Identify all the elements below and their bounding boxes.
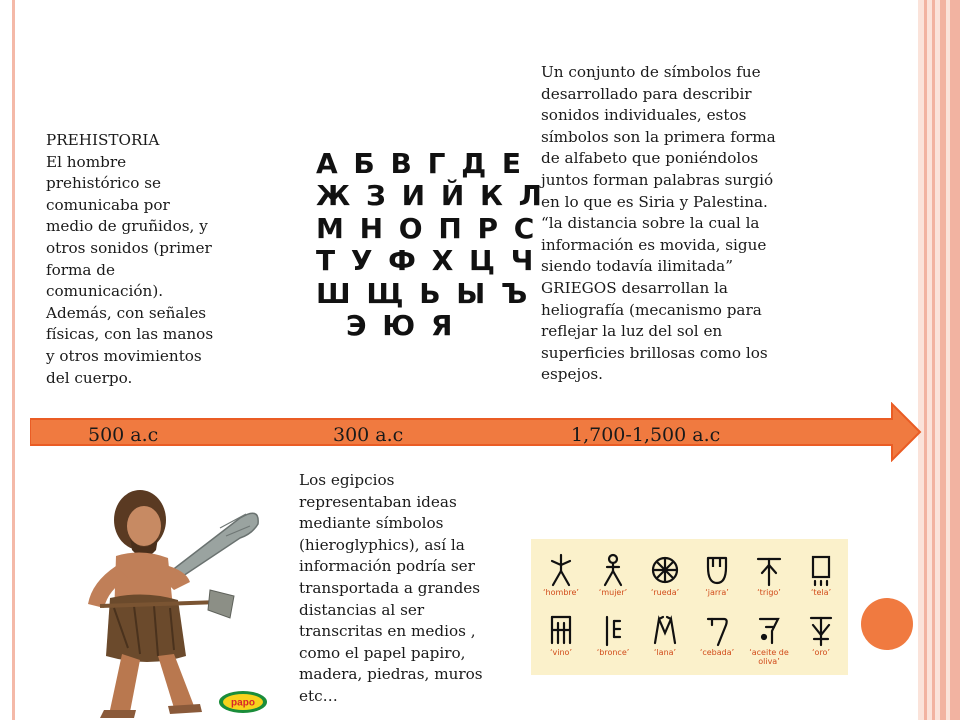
egypt-line: transcritas en medios , xyxy=(299,622,476,641)
symbol-label: ‘vino’ xyxy=(549,648,572,657)
trigo-symbol-icon xyxy=(754,553,784,587)
prehistory-line: del cuerpo. xyxy=(46,368,133,387)
era-label: 500 a.c xyxy=(88,424,159,446)
prehistory-line: físicas, con las manos xyxy=(46,325,214,344)
cyrillic-row: А Б В Г Д Е xyxy=(316,147,524,180)
cyrillic-alphabet-image xyxy=(316,147,545,343)
symbol-cell xyxy=(639,553,691,597)
jarra-symbol-icon xyxy=(702,553,732,587)
symbol-label: ‘aceite de oliva’ xyxy=(749,648,789,666)
egypt-text xyxy=(299,470,513,708)
prehistory-line: prehistórico se xyxy=(46,174,162,193)
symbol-label: ‘oro’ xyxy=(812,648,830,657)
symbol-label: ‘trigo’ xyxy=(757,588,781,597)
egypt-line: (hieroglyphics), así la xyxy=(299,535,465,554)
cyrillic-row: Ж З И Й К Л xyxy=(316,179,545,213)
oro-symbol-icon xyxy=(806,613,836,647)
cyrillic-row: Ш Щ Ь Ы Ъ xyxy=(316,276,531,310)
egypt-line: transportada a grandes xyxy=(299,578,481,597)
prehistory-line: comunicación). xyxy=(46,282,164,301)
alphabet-line: de alfabeto que poniéndolos xyxy=(541,149,759,168)
cyrillic-row: Т У Ф Х Ц Ч xyxy=(316,244,537,278)
symbol-label: ‘rueda’ xyxy=(650,588,680,597)
symbol-cell xyxy=(691,613,743,657)
egypt-line: información podría ser xyxy=(299,557,475,576)
lana-symbol-icon xyxy=(650,613,680,647)
prehistory-line: comunicaba por xyxy=(46,195,170,214)
caveman-illustration xyxy=(70,478,280,720)
timeline-arrow xyxy=(30,402,922,462)
alphabet-line: reflejar la luz del sol en xyxy=(541,322,723,341)
prehistory-line: y otros movimientos xyxy=(46,346,202,365)
prehistory-title: PREHISTORIA xyxy=(46,131,160,149)
alphabet-line: “la distancia sobre la cual la xyxy=(541,214,760,233)
symbol-cell xyxy=(535,613,587,657)
cyrillic-row: Э Ю Я xyxy=(346,309,456,343)
alphabet-line: superficies brillosas como los xyxy=(541,343,768,362)
alphabet-line: desarrollado para describir xyxy=(541,84,752,103)
aceite-symbol-icon xyxy=(754,613,784,647)
symbol-label: ‘bronce’ xyxy=(596,648,630,657)
era-label: 300 a.c xyxy=(333,424,404,446)
alphabet-line: GRIEGOS desarrollan la xyxy=(541,278,728,297)
egypt-line: distancias al ser xyxy=(299,600,425,619)
egypt-line: etc… xyxy=(299,686,338,705)
alphabet-line: espejos. xyxy=(541,365,603,384)
vino-symbol-icon xyxy=(546,613,576,647)
symbol-label: ‘lana’ xyxy=(653,648,677,657)
alphabet-line: juntos forman palabras surgió xyxy=(541,170,774,189)
symbol-cell xyxy=(795,613,847,657)
rueda-symbol-icon xyxy=(650,553,680,587)
prehistory-line: otros sonidos (primer xyxy=(46,238,212,257)
tela-symbol-icon xyxy=(806,553,836,587)
symbol-label: ‘cebada’ xyxy=(699,648,735,657)
egypt-line: Los egipcios xyxy=(299,471,395,489)
alphabet-line: en lo que es Siria y Palestina. xyxy=(541,192,768,211)
alphabet-line: siendo todavía ilimitada” xyxy=(541,257,733,276)
accent-circle xyxy=(861,598,913,650)
alphabet-line: información es movida, sigue xyxy=(541,235,767,254)
frame-right-stripes xyxy=(918,0,960,720)
symbol-cell xyxy=(743,553,795,597)
symbol-label: ‘tela’ xyxy=(810,588,832,597)
cyrillic-row: М Н О П Р С xyxy=(316,211,538,245)
bronce-symbol-icon xyxy=(598,613,628,647)
alphabet-line: símbolos son la primera forma xyxy=(541,127,776,146)
alphabet-line: sonidos individuales, estos xyxy=(541,106,747,125)
prehistory-line: Además, con señales xyxy=(46,303,207,322)
papo-logo-text: papo xyxy=(231,697,255,709)
prehistory-line: medio de gruñidos, y xyxy=(46,217,208,236)
symbol-cell xyxy=(743,613,795,666)
cebada-symbol-icon xyxy=(702,613,732,647)
script-symbols-chart xyxy=(531,539,848,675)
alphabet-line: Un conjunto de símbolos fue xyxy=(541,63,761,81)
symbol-cell xyxy=(535,553,587,597)
symbol-label: ‘mujer’ xyxy=(598,588,628,597)
prehistory-text xyxy=(46,130,236,389)
symbol-cell xyxy=(795,553,847,597)
egypt-line: representaban ideas xyxy=(299,492,457,511)
frame-left-line xyxy=(12,0,15,720)
alphabet-line: heliografía (mecanismo para xyxy=(541,300,762,319)
symbol-label: ‘hombre’ xyxy=(543,588,579,597)
egypt-line: madera, piedras, muros xyxy=(299,665,483,684)
era-label: 1,700-1,500 a.c xyxy=(571,424,721,446)
symbol-cell xyxy=(639,613,691,657)
mujer-symbol-icon xyxy=(598,553,628,587)
symbol-label: ‘jarra’ xyxy=(705,588,729,597)
symbol-cell xyxy=(587,553,639,597)
prehistory-line: El hombre xyxy=(46,152,127,171)
egypt-line: mediante símbolos xyxy=(299,514,444,533)
prehistory-line: forma de xyxy=(46,260,116,279)
symbol-cell xyxy=(587,613,639,657)
hombre-symbol-icon xyxy=(546,553,576,587)
papo-logo xyxy=(218,690,268,714)
alphabet-text xyxy=(541,62,817,386)
symbol-cell xyxy=(691,553,743,597)
egypt-line: como el papel papiro, xyxy=(299,643,466,662)
